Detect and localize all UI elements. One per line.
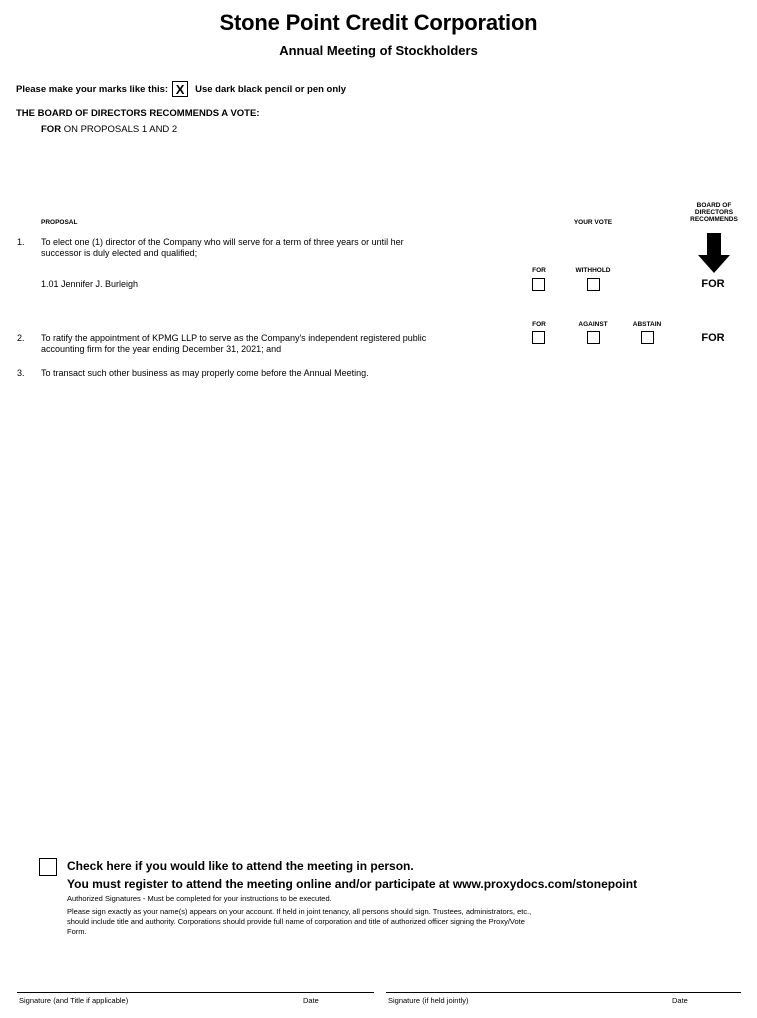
- proposal-2-text: [41, 333, 426, 355]
- signing-instructions-line1: Please sign exactly as your name(s) appears on your account. If held in joint tenancy, all persons should sign. Trustees, administrators, etc.,: [67, 907, 532, 916]
- proposal-2-for-label: FOR: [532, 321, 546, 328]
- recommend-on: ON PROPOSALS 1 AND 2: [63, 124, 178, 135]
- proposal-2-against-checkbox[interactable]: [587, 331, 600, 344]
- document-subtitle: Annual Meeting of Stockholders: [279, 43, 478, 58]
- signature-2-line[interactable]: [386, 992, 741, 993]
- signing-instructions-line2: should include title and authority. Corporations should provide full name of corporation and title of authorized officer signing the Proxy/Vote: [67, 917, 525, 926]
- date-2-label: Date: [672, 996, 688, 1005]
- signature-2-label: Signature (if held jointly): [388, 996, 469, 1005]
- attend-meeting-label: Check here if you would like to attend the meeting in person.: [67, 859, 414, 873]
- proposal-2-text-line2: accounting firm for the year ending December 31, 2021; and: [41, 344, 282, 354]
- your-vote-column-header: YOUR VOTE: [573, 219, 613, 226]
- proposal-2-abstain-checkbox[interactable]: [641, 331, 654, 344]
- proposal-1-for-label: FOR: [532, 267, 546, 274]
- proposal-2-for-checkbox[interactable]: [532, 331, 545, 344]
- board-recommends-line: [41, 124, 177, 135]
- proposal-1-number: 1.: [17, 237, 25, 247]
- signature-1-line[interactable]: [17, 992, 374, 993]
- register-label: You must register to attend the meeting online and/or participate at www.proxydocs.com/stonepoint: [67, 877, 638, 891]
- marks-suffix: Use dark black pencil or pen only: [195, 83, 347, 95]
- signing-instructions: [67, 907, 531, 937]
- recommend-for: FOR: [41, 124, 62, 135]
- signature-1-label: Signature (and Title if applicable): [19, 996, 129, 1005]
- proposal-1-withhold-checkbox[interactable]: [587, 278, 600, 291]
- proposal-2-abstain-label: ABSTAIN: [632, 321, 662, 328]
- proposal-1-text-line1: To elect one (1) director of the Company who will serve for a term of three years or until her: [41, 237, 404, 247]
- proposal-1-text-line2: successor is duly elected and qualified;: [41, 248, 198, 258]
- proposal-column-header: PROPOSAL: [41, 219, 78, 226]
- board-header-line2: DIRECTORS: [694, 209, 734, 216]
- board-recommends-heading: THE BOARD OF DIRECTORS RECOMMENDS A VOTE:: [16, 108, 260, 119]
- proposal-1-text: [41, 237, 404, 259]
- proposal-1-for-checkbox[interactable]: [532, 278, 545, 291]
- date-1-label: Date: [303, 996, 319, 1005]
- proposal-2-number: 2.: [17, 333, 25, 343]
- proposal-1-withhold-label: WITHHOLD: [575, 267, 611, 274]
- proposal-3-number: 3.: [17, 368, 25, 378]
- signing-instructions-line3: Form.: [67, 927, 87, 936]
- attend-meeting-checkbox[interactable]: [39, 858, 57, 876]
- proposal-1-recommendation: FOR: [701, 278, 725, 290]
- board-header-line1: BOARD OF: [696, 202, 732, 209]
- nominee-name: 1.01 Jennifer J. Burleigh: [41, 279, 139, 289]
- proposal-3-text: To transact such other business as may properly come before the Annual Meeting.: [41, 368, 369, 378]
- mark-example-box: X: [172, 81, 188, 97]
- board-recommends-column-header: [683, 202, 745, 223]
- document-title: Stone Point Credit Corporation: [219, 10, 538, 35]
- proposal-2-text-line1: To ratify the appointment of KPMG LLP to serve as the Company's independent registered public: [41, 333, 427, 343]
- proposal-2-against-label: AGAINST: [578, 321, 608, 328]
- down-arrow-icon: [698, 233, 730, 273]
- proposal-2-recommendation: FOR: [701, 332, 725, 344]
- authorized-signatures-note: Authorized Signatures - Must be completed for your instructions to be executed.: [67, 894, 332, 903]
- board-header-line3: RECOMMENDS: [690, 216, 738, 223]
- marking-instructions: [16, 81, 346, 97]
- marks-prefix: Please make your marks like this:: [16, 83, 169, 95]
